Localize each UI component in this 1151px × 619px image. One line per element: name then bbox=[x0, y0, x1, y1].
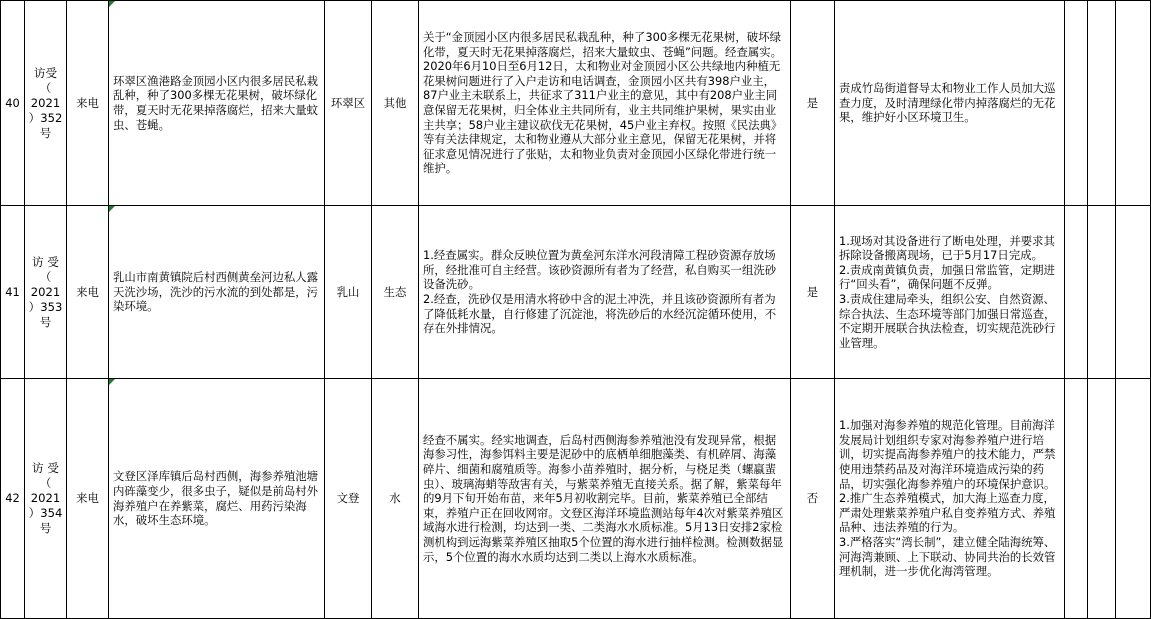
pollution-category: 生态 bbox=[383, 284, 407, 299]
district: 环翠区 bbox=[330, 95, 366, 110]
row-number: 41 bbox=[5, 284, 20, 299]
verified-flag: 是 bbox=[806, 95, 819, 110]
row-number: 42 bbox=[5, 491, 20, 506]
case-id: 访 受 （ 2021 ）353 号 bbox=[28, 254, 63, 329]
complaint-source: 来电 bbox=[76, 491, 99, 506]
investigation-findings: 经查不属实。经实地调查，后岛村西侧海参养殖池没有发现异常，根据海参习性，海参饵料主要是泥砂中的底栖单细胞藻类、有机碎屑、海藻碎片、细菌和腐殖质等。海参小苗养殖时，据分析，与桡足类（螺蠃蜚虫）、玻璃海蛸等敌害有关，与紫菜养殖无直接关系。据了解，紫菜每年的9月下旬开始布苗，来年5月初收割完毕。目前，紫菜养殖已全部结束，养殖户正在回收网帘。文登区海洋环境监测站每年4次对紫菜养殖区域海水进行检测，均达到一类、二类海水水质标准。5月13日安排2家检测机构到远海紫菜养殖区抽取5个位置的海水进行抽样检测。检测数据显示，5个位置的海水水质均达到二类以上海水水质标准。 bbox=[423, 432, 784, 564]
investigation-findings: 1.经查属实。群众反映位置为黄垒河东洋水河段清障工程砂资源存放场所，经批准可自主经营。该砂资源所有者为了经营，私自购买一组洗砂设备洗砂。 2.经查，洗砂仅是用清水将砂中含的泥土冲洗，并且该砂资源所有者为了降低耗水量，自行修建了沉淀池，将洗砂后的水经沉淀循环使用，不存在外排情况。 bbox=[423, 248, 777, 336]
pollution-category: 其他 bbox=[383, 95, 407, 110]
complaint-content: 乳山市南黄镇院后村西侧黄垒河边私人露天洗沙场，洗沙的污水流的到处都是，污染环境。 bbox=[113, 270, 319, 314]
column-divider bbox=[1064, 0, 1065, 619]
row-number: 40 bbox=[5, 95, 20, 110]
district: 乳山 bbox=[336, 284, 360, 299]
investigation-findings: 关于“金顶园小区内很多居民私栽乱种，种了300多棵无花果树，破坏绿化带，夏天时无花果掉落腐烂，招来大量蚊虫、苍蝇”问题。经查属实。2020年6月10日至6月12日，太和物业对金顶园小区公共绿地内种植无花果树问题进行了入户走访和电话调查，金顶园小区共有398户业主，87户业主未联系上，共征求了311户业主的意见，其中有208户业主同意保留无花果树，归全体业主共同所有，业主共同维护果树，果实由业主共享；58户业主建议砍伐无花果树，45户业主弃权。按照《民法典》等有关法律规定，太和物业遵从大部分业主意见，保留无花果树，并将征求意见情况进行了张贴，太和物业负责对金顶园小区绿化带进行统一维护。 bbox=[423, 30, 783, 176]
column-divider bbox=[1087, 0, 1088, 619]
verified-flag: 否 bbox=[806, 491, 819, 506]
case-id: 访受 （ 2021 ）352 号 bbox=[28, 65, 63, 140]
complaint-source: 来电 bbox=[76, 284, 99, 299]
case-id: 访 受 （ 2021 ）354 号 bbox=[28, 461, 63, 535]
district: 文登 bbox=[336, 491, 360, 506]
column-divider bbox=[1115, 0, 1116, 619]
pollution-category: 水 bbox=[389, 491, 401, 506]
complaint-content: 文登区泽库镇后岛村西侧，海参养殖池塘内砗藻变少，很多虫子，疑似是前岛村外海养殖户在养紫菜，腐烂、用药污染海水，破坏生态环境。 bbox=[113, 469, 319, 528]
complaint-source: 来电 bbox=[76, 95, 99, 110]
rectification-measures: 责成竹岛街道督导太和物业工作人员加大巡查力度，及时清理绿化带内掉落腐烂的无花果，维护好小区环境卫生。 bbox=[839, 81, 1056, 125]
verified-flag: 是 bbox=[806, 284, 819, 299]
rectification-measures: 1.现场对其设备进行了断电处理，并要求其拆除设备搬离现场，已于5月17日完成。 2.责成南黄镇负责，加强日常监管，定期进行“回头看”，确保问题不反弹。 3.责成住建局牵头，组织公安、自然资源、综合执法、生态环境等部门加强日常巡查，不定期开展联合执法检查，切实规范洗砂行业管理。 bbox=[839, 233, 1056, 350]
complaint-content: 环翠区渔港路金顶园小区内很多居民私栽乱种，种了300多棵无花果树，破坏绿化带，夏天时无花果掉落腐烂，招来大量蚊虫、苍蝇。 bbox=[113, 73, 319, 132]
rectification-measures: 1.加强对海参养殖的规范化管理。目前海洋发展局计划组织专家对海参养殖户进行培训，切实提高海参养殖户的技术能力，严禁使用违禁药品及对海洋环境造成污染的药品，切实强化海参养殖户的环境保护意识。 2.推广生态养殖模式，加大海上巡查力度，严肃处理紫菜养殖户私自变养殖方式、养殖品种、违法养殖的行为。 3.严格落实“湾长制”，建立健全陆海统筹、河海湾兼顾、上下联动、协同共治的长效管理机制，进一步优化海湾管理。 bbox=[839, 418, 1056, 579]
